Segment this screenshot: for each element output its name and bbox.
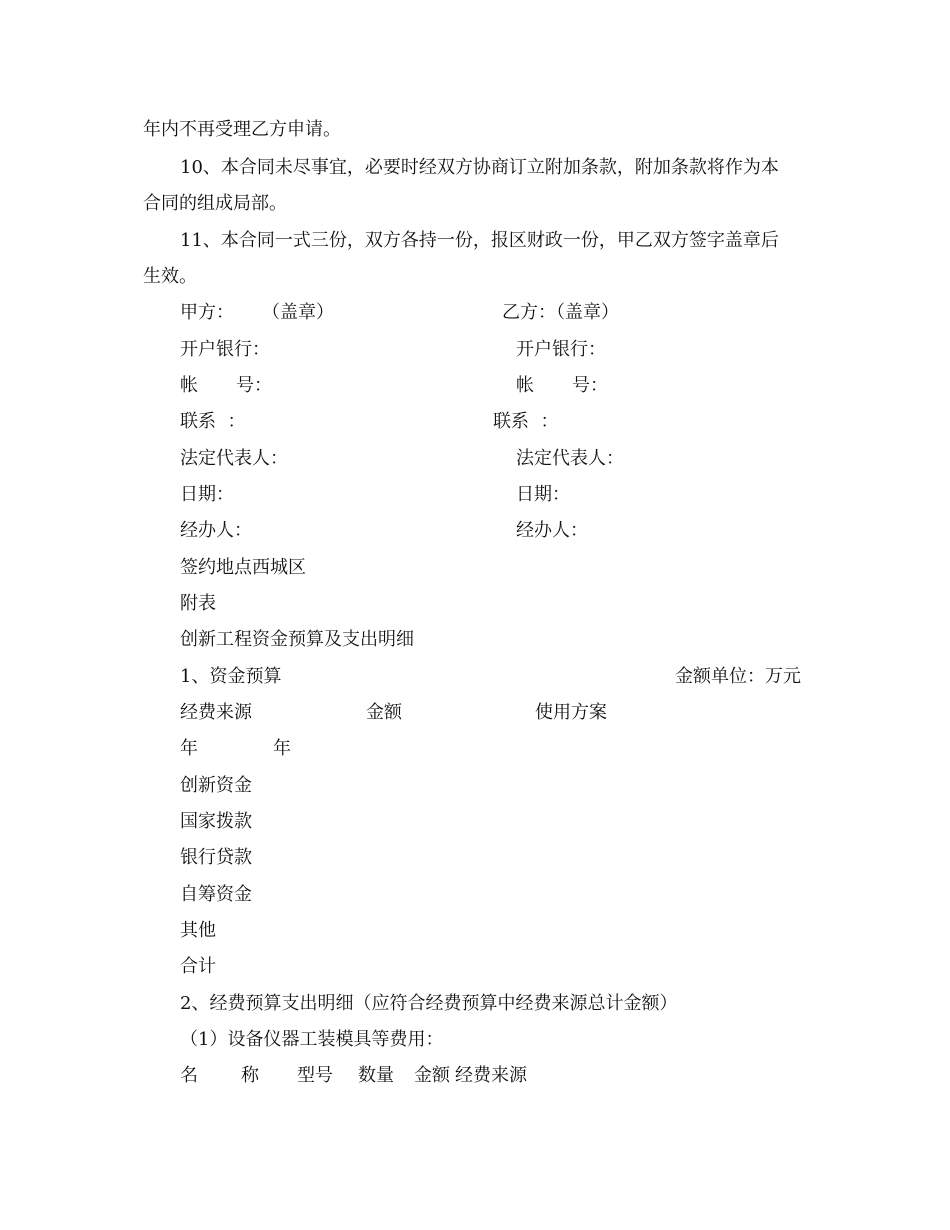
- equipment-column-header: 金额: [414, 1065, 450, 1086]
- bank-a-label: 开户银行：: [180, 339, 270, 360]
- contact-a-label: 联系 ：: [180, 411, 246, 432]
- column-header-source: 经费来源: [180, 702, 252, 723]
- date-b-label: 日期：: [516, 484, 570, 505]
- paragraph-10-line-2: 合同的组成局部。: [143, 193, 287, 214]
- bank-b-label: 开户银行：: [516, 339, 606, 360]
- subsection-1-heading: （1）设备仪器工装模具等费用：: [180, 1029, 444, 1050]
- paragraph-9-tail: 年内不再受理乙方申请。: [143, 119, 341, 140]
- fund-row-label: 合计: [180, 956, 216, 977]
- equipment-column-header: 经费来源: [455, 1065, 527, 1086]
- date-a-label: 日期：: [180, 484, 234, 505]
- fund-row-label: 自筹资金: [180, 884, 252, 905]
- fund-row-label: 国家拨款: [180, 811, 252, 832]
- handler-b-label: 经办人：: [516, 520, 588, 541]
- fund-row-label: 其他: [180, 920, 216, 941]
- section-1-heading: 1、资金预算: [180, 666, 282, 687]
- equipment-column-header: 名: [180, 1065, 198, 1086]
- account-b-label-char: 帐: [516, 375, 534, 396]
- equipment-column-header: 数量: [358, 1065, 394, 1086]
- paragraph-10-line-1: 10、本合同未尽事宜，必要时经双方协商订立附加条款，附加条款将作为本: [180, 157, 779, 178]
- paragraph-11-line-1: 11、本合同一式三份，双方各持一份，报区财政一份，甲乙双方签字盖章后: [180, 230, 779, 251]
- fund-row-label: 银行贷款: [180, 847, 252, 868]
- legal-rep-b-label: 法定代表人：: [516, 448, 624, 469]
- party-a-label: 甲方：: [180, 302, 234, 323]
- paragraph-11-line-2: 生效。: [143, 266, 197, 287]
- amount-unit-note: 金额单位：万元: [675, 666, 801, 687]
- handler-a-label: 经办人：: [180, 520, 252, 541]
- account-a-label-char: 帐: [180, 375, 198, 396]
- contact-b-label: 联系 ：: [493, 411, 559, 432]
- fund-row-label: 创新资金: [180, 775, 252, 796]
- year-label-2: 年: [273, 738, 291, 759]
- party-a-seal: （盖章）: [262, 302, 334, 323]
- appendix-title: 创新工程资金预算及支出明细: [180, 629, 414, 650]
- column-header-amount: 金额: [366, 702, 402, 723]
- equipment-column-header: 称: [241, 1065, 259, 1086]
- party-b-label: 乙方：（盖章）: [502, 302, 619, 323]
- signing-place: 签约地点西城区: [180, 557, 306, 578]
- legal-rep-a-label: 法定代表人：: [180, 448, 288, 469]
- equipment-column-header: 型号: [297, 1065, 333, 1086]
- account-b-label-suffix: 号：: [572, 375, 608, 396]
- column-header-plan: 使用方案: [535, 702, 607, 723]
- account-a-label-suffix: 号：: [236, 375, 272, 396]
- section-2-heading: 2、经费预算支出明细（应符合经费预算中经费来源总计金额）: [180, 993, 678, 1014]
- appendix-heading: 附表: [180, 593, 216, 614]
- year-label-1: 年: [180, 738, 198, 759]
